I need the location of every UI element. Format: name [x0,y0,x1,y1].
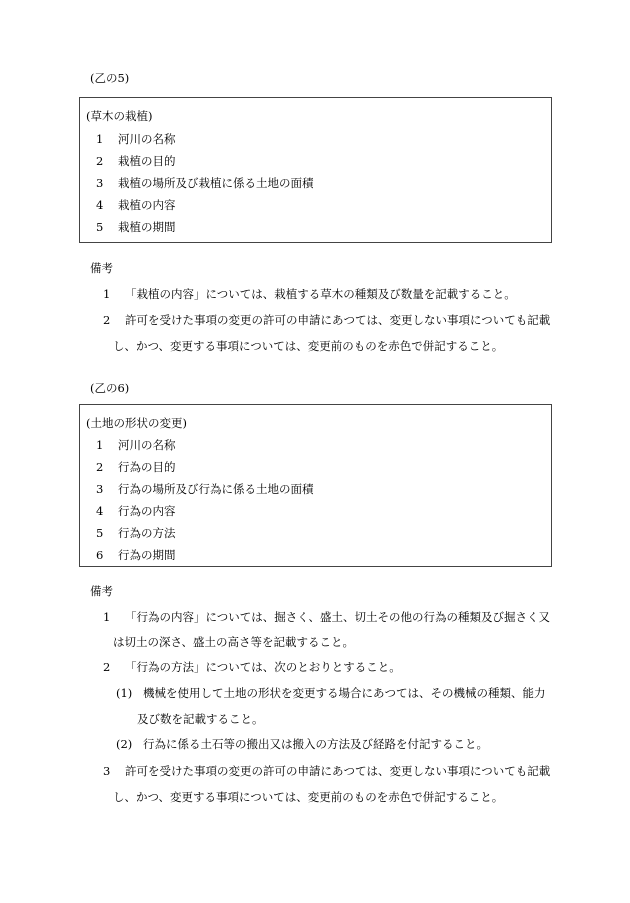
remark-subitem: (2) 行為に係る土石等の搬出又は搬入の方法及び経路を付記すること。 [116,737,488,751]
remark-item: 3 許可を受けた事項の変更の許可の申請にあつては、変更しない事項についても記載 [103,764,551,778]
section5-box-title: (草木の栽植) [86,109,153,123]
remark-continuation: 及び数を記載すること。 [137,712,264,726]
section6-remarks-label: 備考 [90,584,113,598]
list-item: 1 河川の名称 [96,438,176,452]
list-item: 3 行為の場所及び行為に係る土地の面積 [96,482,314,496]
remark-item: 2 許可を受けた事項の変更の許可の申請にあつては、変更しない事項についても記載 [103,313,551,327]
list-item: 2 行為の目的 [96,460,176,474]
list-item: 5 栽植の期間 [96,220,176,234]
remark-item: 1 「行為の内容」については、掘さく、盛土、切土その他の行為の種類及び掘さく又 [103,610,551,624]
list-item: 4 栽植の内容 [96,198,176,212]
remark-continuation: し、かつ、変更する事項については、変更前のものを赤色で併記すること。 [113,339,504,353]
section5-heading: (乙の5) [90,71,130,85]
list-item: 5 行為の方法 [96,526,176,540]
remark-item: 1 「栽植の内容」については、栽植する草木の種類及び数量を記載すること。 [103,287,516,301]
section6-heading: (乙の6) [90,381,130,395]
section5-remarks-label: 備考 [90,261,113,275]
list-item: 1 河川の名称 [96,132,176,146]
list-item: 4 行為の内容 [96,504,176,518]
section6-box [79,404,552,567]
section6-box-title: (土地の形状の変更) [86,416,187,430]
list-item: 3 栽植の場所及び栽植に係る土地の面積 [96,176,314,190]
remark-continuation: は切土の深さ、盛土の高さ等を記載すること。 [113,635,355,649]
list-item: 6 行為の期間 [96,548,176,562]
remark-item: 2 「行為の方法」については、次のとおりとすること。 [103,660,401,674]
remark-continuation: し、かつ、変更する事項については、変更前のものを赤色で併記すること。 [113,790,504,804]
list-item: 2 栽植の目的 [96,154,176,168]
section5-box [79,97,552,243]
remark-subitem: (1) 機械を使用して土地の形状を変更する場合にあつては、その機械の種類、能力 [116,686,546,700]
